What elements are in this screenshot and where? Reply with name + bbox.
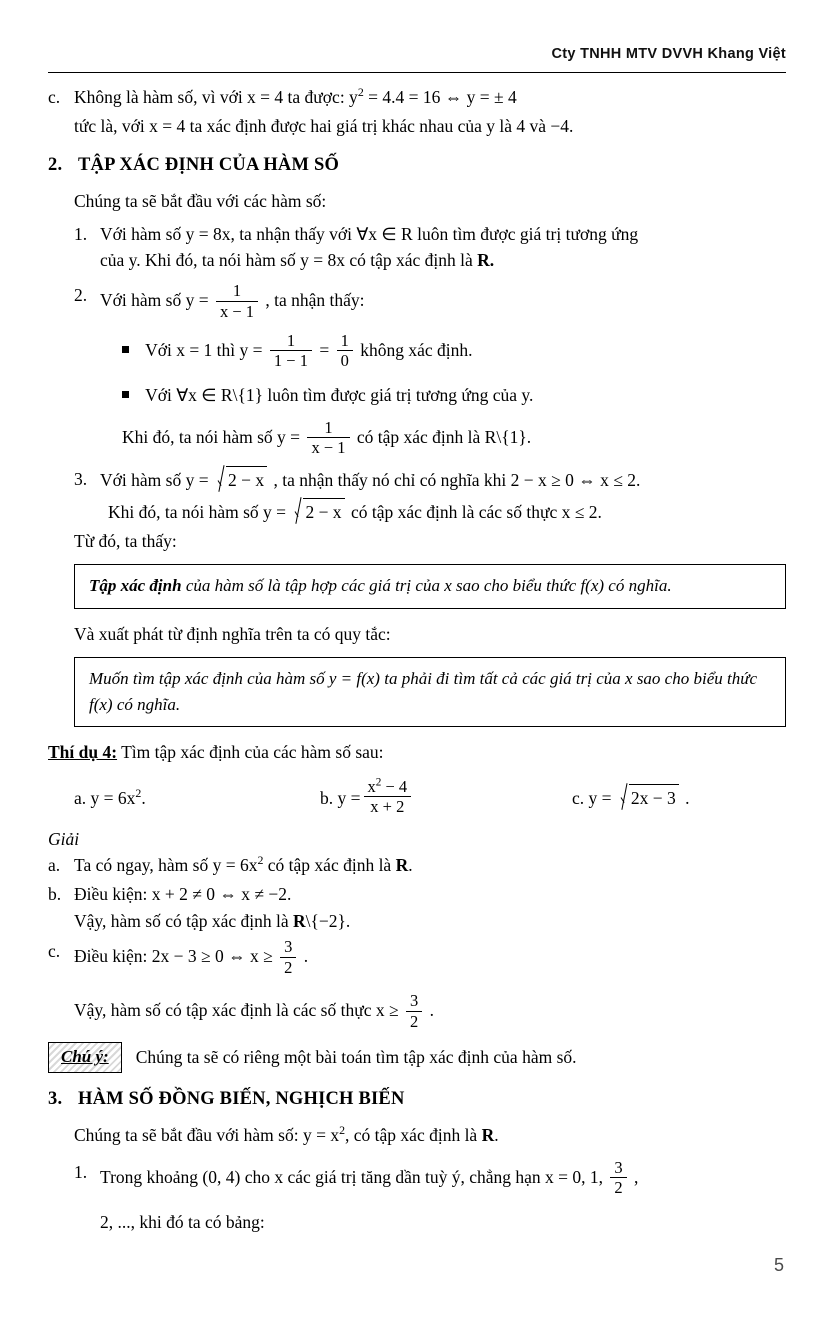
s2-item-2-frac-num: 1 xyxy=(216,281,258,301)
note-label: Chú ý: xyxy=(61,1047,109,1067)
example-4-b-frac-num xyxy=(364,777,412,797)
s2-item-1-line2 xyxy=(100,247,786,274)
section-3-item-1-marker: 1. xyxy=(74,1161,88,1182)
section-3-item-1 xyxy=(74,1159,786,1236)
example-4-b-frac-den: x + 2 xyxy=(370,797,405,817)
section-3-heading xyxy=(48,1085,786,1113)
example-4-b-fraction xyxy=(364,777,412,817)
s2-item-3-radicand-1: 2 − x xyxy=(226,466,267,494)
item-c-line2 xyxy=(48,113,786,140)
item-c-sup: 2 xyxy=(357,85,364,100)
section-3-intro-a: Chúng ta sẽ bắt đầu với hàm số: y = x xyxy=(74,1125,340,1146)
solution-c-final-tail: . xyxy=(429,1000,434,1021)
section-2-number: 2. xyxy=(48,155,63,176)
example-4-a-tail: . xyxy=(141,787,146,808)
definition-box-rest: của hàm số là tập hợp các giá trị của x sao cho biểu thức f(x) có nghĩa. xyxy=(181,576,672,596)
s2-item-3-line1-lead: Với hàm số y = xyxy=(100,470,209,491)
page-header-publisher: Cty TNHH MTV DVVH Khang Việt xyxy=(551,46,786,62)
item-c-line1 xyxy=(48,84,786,111)
section-3-item-1-line1 xyxy=(100,1159,786,1199)
s2-item-2-sub-2 xyxy=(122,382,786,409)
example-4-c-marker: c. xyxy=(572,788,585,809)
s2-sub-1-lead: Với x = 1 thì y = xyxy=(145,340,263,360)
note-label-box xyxy=(48,1042,122,1073)
section-3-number: 3. xyxy=(48,1088,63,1109)
s2-item-1-marker: 1. xyxy=(74,223,88,244)
s2-item-1-line2b: R. xyxy=(477,250,495,271)
solution-a-text-b: có tập xác định là xyxy=(263,855,396,876)
example-4-prompt: Tìm tập xác định của các hàm số sau: xyxy=(117,742,384,763)
solution-b xyxy=(48,881,786,934)
s2-after-box: Và xuất phát từ định nghĩa trên ta có quy tắc: xyxy=(74,623,391,644)
solution-a-text xyxy=(74,852,786,879)
solution-c-lead: Điều kiện: 2x − 3 ≥ 0 ⇔ x ≥ xyxy=(74,946,273,967)
example-4-label: Thí dụ 4: xyxy=(48,742,118,763)
s2-item-2-fraction xyxy=(216,281,258,321)
example-4-b-frac-num-sup: 2 xyxy=(375,776,382,789)
s2-item-2-closing xyxy=(122,419,786,459)
note-row xyxy=(48,1042,786,1073)
section-3-intro-b: , có tập xác định là xyxy=(345,1125,482,1146)
s2-item-2-marker: 2. xyxy=(74,285,88,306)
square-bullet-icon xyxy=(122,391,129,398)
s2-sub-1-frac-1 xyxy=(270,331,312,371)
solution-c-frac-num: 3 xyxy=(280,937,296,957)
solution-c-text xyxy=(74,938,786,978)
solution-c-final-frac-num: 3 xyxy=(406,991,422,1011)
section-3-intro-sup: 2 xyxy=(339,1123,346,1138)
section-2-heading xyxy=(48,151,786,179)
s2-item-2-sub-1 xyxy=(122,332,786,372)
s2-item-3-line2 xyxy=(100,498,786,526)
section-3-intro xyxy=(74,1122,786,1149)
s2-item-1-line1: Với hàm số y = 8x, ta nhận thấy với ∀x ∈ R luôn tìm được giá trị tương ứng xyxy=(100,223,639,244)
solution-a-text-c: . xyxy=(408,855,413,876)
section-3-intro-c: . xyxy=(494,1125,499,1146)
page-number: 5 xyxy=(773,1255,784,1275)
section-3-item-1-line2: 2, ..., khi đó ta có bảng: xyxy=(100,1211,265,1232)
solution-b-marker: b. xyxy=(48,884,62,905)
s2-item-3-text xyxy=(100,466,786,525)
s2-item-3 xyxy=(74,466,786,525)
solution-b-text xyxy=(74,881,786,934)
definition-box-bold: Tập xác định xyxy=(89,576,182,596)
solution-c-final-fraction xyxy=(406,991,422,1031)
example-4-item-c xyxy=(572,784,786,812)
sqrt-icon xyxy=(292,498,344,526)
s2-item-3-line2-lead: Khi đó, ta nói hàm số y = xyxy=(108,502,287,523)
s2-item-2-tail: , ta nhận thấy: xyxy=(265,290,365,311)
s2-item-2-text xyxy=(100,282,786,322)
rule-box-text: Muốn tìm tập xác định của hàm số y = f(x) ta phải đi tìm tất cả các giá trị của x sao cho biểu thức f(x) có nghĩa. xyxy=(89,669,758,714)
solution-a-marker: a. xyxy=(48,855,61,876)
s2-item-1-line2a: của y. Khi đó, ta nói hàm số y = 8x có tập xác định là xyxy=(100,250,478,271)
section-3-title: HÀM SỐ ĐỒNG BIẾN, NGHỊCH BIẾN xyxy=(78,1088,405,1109)
example-4-a-sup: 2 xyxy=(135,785,142,800)
s2-item-2-closing-frac xyxy=(307,418,349,458)
solution-a-text-a: Ta có ngay, hàm số y = 6x xyxy=(74,855,258,876)
solution-a xyxy=(48,852,786,879)
definition-box xyxy=(74,564,786,609)
solution-b-line2 xyxy=(74,908,786,935)
solution-c-tail: . xyxy=(303,946,309,967)
solution-c-final-lead: Vậy, hàm số có tập xác định là các số thực x ≥ xyxy=(74,1000,399,1021)
s2-sub-1-frac2-num: 1 xyxy=(337,331,353,351)
solution-c-final-frac-den: 2 xyxy=(409,1011,419,1031)
solution-b-line1: Điều kiện: x + 2 ≠ 0 ⇔ x ≠ −2. xyxy=(74,884,292,905)
section-3-item-1-fraction xyxy=(610,1158,626,1198)
s2-sub-1-frac1-num: 1 xyxy=(270,331,312,351)
section-2-title: TẬP XÁC ĐỊNH CỦA HÀM SỐ xyxy=(78,155,340,176)
s2-item-2-closing-lead: Khi đó, ta nói hàm số y = xyxy=(122,426,301,447)
s2-item-3-line2-tail: có tập xác định là các số thực x ≤ 2. xyxy=(350,502,602,523)
example-4-item-b xyxy=(320,778,572,818)
sqrt-icon xyxy=(215,466,267,494)
solution-c-final xyxy=(74,992,786,1032)
s2-item-1-text xyxy=(100,221,786,274)
s2-sub-1-frac2-den: 0 xyxy=(340,351,349,371)
s2-sub-1-frac-2 xyxy=(337,331,353,371)
s2-item-2-frac-den: x − 1 xyxy=(219,301,255,321)
section-2-intro: Chúng ta sẽ bắt đầu với các hàm số: xyxy=(74,191,327,212)
section-3-item-1-line1-text: Trong khoảng (0, 4) cho x các giá trị tăng dần tuỳ ý, chẳng hạn x = 0, 1, xyxy=(100,1166,604,1187)
s2-item-3-marker: 3. xyxy=(74,469,88,490)
note-text: Chúng ta sẽ có riêng một bài toán tìm tập xác định của hàm số. xyxy=(135,1047,577,1068)
example-4-b-lead: y = xyxy=(337,787,361,808)
example-4-a-marker: a. xyxy=(74,787,87,808)
s2-sub-2-text: Với ∀x ∈ R\{1} luôn tìm được giá trị tương ứng của y. xyxy=(145,384,534,405)
solution-b-line2b: R xyxy=(293,910,306,931)
section-3-item-1-line1-tail: , xyxy=(634,1166,639,1187)
solution-c xyxy=(48,938,786,978)
section-3-item-1-text xyxy=(100,1159,786,1236)
item-c-marker: c. xyxy=(48,87,61,107)
item-c-line1-cont: = 4.4 = 16 ⇔ y = ± 4 xyxy=(363,87,517,107)
solution-label: Giải xyxy=(48,828,80,849)
section-3-item-1-frac-num: 3 xyxy=(610,1158,626,1178)
header-divider xyxy=(48,72,786,73)
s2-item-2-closing-frac-num: 1 xyxy=(307,418,349,438)
solution-b-line2a: Vậy, hàm số có tập xác định là xyxy=(74,910,294,931)
example-4-c-tail: . xyxy=(685,788,690,809)
example-4-items xyxy=(74,778,786,818)
square-bullet-icon xyxy=(122,346,129,353)
example-4-a-text: y = 6x xyxy=(90,787,136,808)
solution-a-bold: R xyxy=(395,855,409,876)
solution-c-fraction xyxy=(280,937,296,977)
s2-sub-1-frac1-den: 1 − 1 xyxy=(273,351,308,371)
page-content xyxy=(48,84,786,1235)
item-c-text xyxy=(74,84,786,111)
s2-item-3-line1-tail: , ta nhận thấy nó chỉ có nghĩa khi 2 − x ≥ 0 ⇔ x ≤ 2. xyxy=(273,470,641,491)
s2-item-1 xyxy=(74,221,786,274)
example-4-b-frac-num-base: x xyxy=(367,776,376,796)
s2-sub-1-eq: = xyxy=(319,340,330,360)
solution-b-line2c: \{−2}. xyxy=(305,910,351,931)
s2-item-2 xyxy=(74,282,786,322)
example-4-c-lead: y = xyxy=(588,788,612,809)
section-3-intro-bold: R xyxy=(481,1125,495,1146)
solution-c-marker: c. xyxy=(48,941,61,962)
example-4-item-a xyxy=(74,785,320,812)
section-3-item-1-frac-den: 2 xyxy=(614,1178,623,1198)
sqrt-icon xyxy=(618,784,679,812)
item-c-line2-text: tức là, với x = 4 ta xác định được hai giá trị khác nhau của y là 4 và −4. xyxy=(74,115,574,136)
s2-item-3-line1 xyxy=(100,466,786,494)
example-4-c-radicand: 2x − 3 xyxy=(629,784,679,812)
example-4-b-frac-num-tail: − 4 xyxy=(381,776,408,796)
solution-c-frac-den: 2 xyxy=(284,957,293,977)
rule-box xyxy=(74,657,786,727)
s2-tudo: Từ đó, ta thấy: xyxy=(74,530,177,551)
s2-item-2-closing-tail: có tập xác định là R\{1}. xyxy=(356,426,532,447)
s2-item-2-lead: Với hàm số y = xyxy=(100,290,209,311)
s2-item-3-radicand-2: 2 − x xyxy=(303,498,344,526)
item-c-line1-text: Không là hàm số, vì với x = 4 ta được: y xyxy=(74,87,358,107)
solution-a-sup: 2 xyxy=(257,853,264,868)
example-4-header xyxy=(48,739,786,766)
s2-item-2-closing-frac-den: x − 1 xyxy=(311,438,346,458)
s2-sub-1-tail: không xác định. xyxy=(360,340,473,360)
example-4-b-marker: b. xyxy=(320,787,334,808)
